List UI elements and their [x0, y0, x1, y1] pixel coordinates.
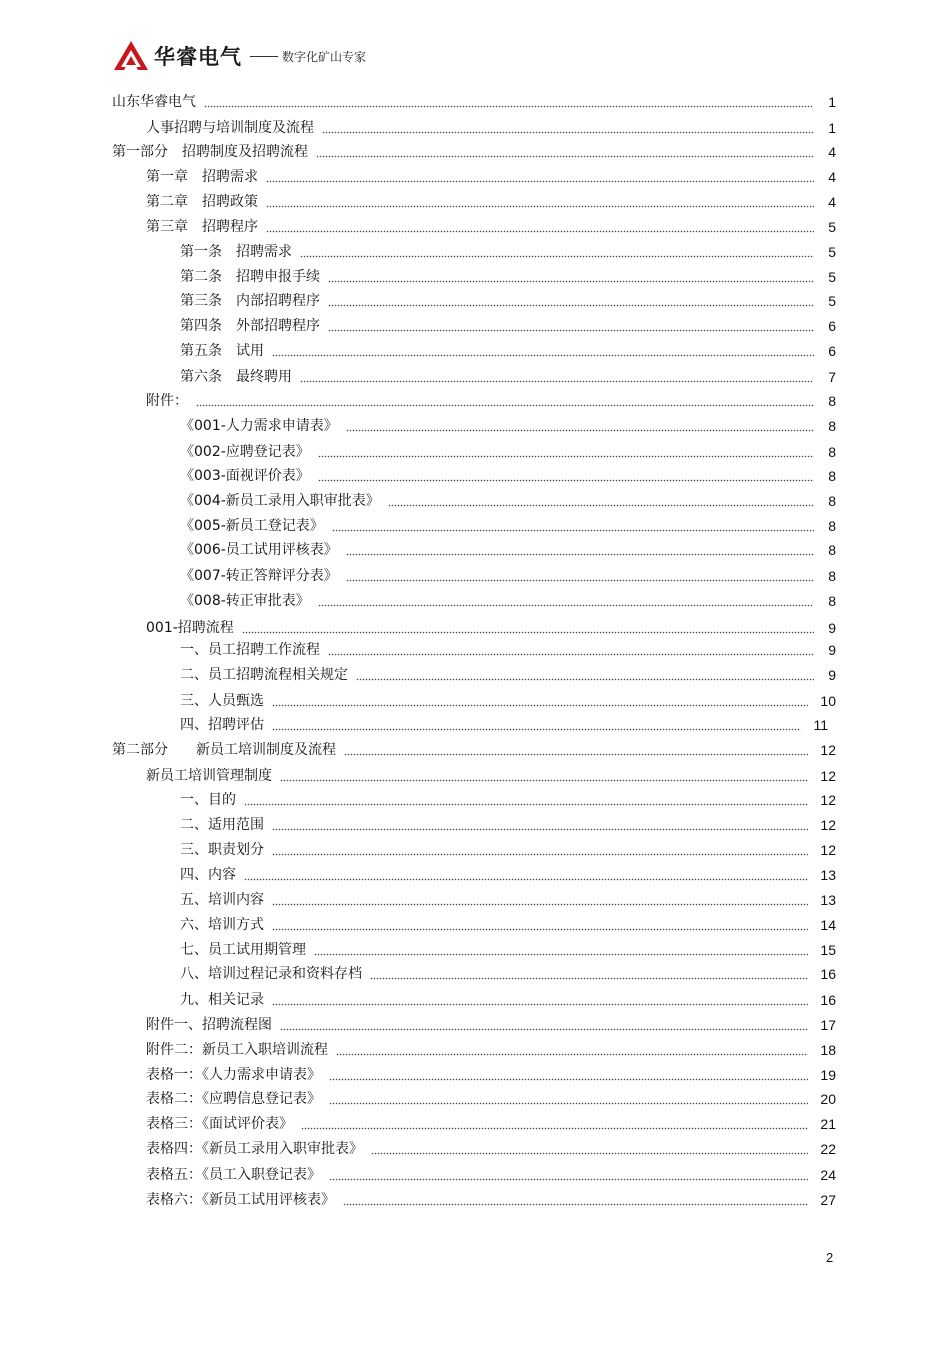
toc-entry-page: 16 — [820, 966, 836, 982]
toc-entry-page: 17 — [820, 1017, 836, 1033]
toc-dot-leader — [318, 479, 814, 482]
toc-dot-leader — [346, 579, 814, 582]
toc-entry-page: 1 — [828, 94, 836, 110]
toc-dot-leader — [266, 180, 814, 183]
toc-dot-leader — [318, 604, 814, 607]
toc-entry-label: 第一部分 招聘制度及招聘流程 — [112, 144, 308, 160]
toc-entry-label: 附件： — [146, 393, 188, 409]
toc-dot-leader — [272, 928, 808, 931]
toc-entry-label: 九、相关记录 — [180, 992, 264, 1008]
toc-entry[interactable] — [180, 241, 836, 263]
toc-entry[interactable] — [180, 714, 828, 736]
toc-dot-leader — [344, 753, 808, 756]
toc-entry[interactable] — [180, 939, 836, 961]
toc-entry-page: 11 — [813, 717, 828, 733]
toc-entry[interactable] — [180, 565, 836, 587]
toc-entry[interactable] — [146, 1189, 836, 1211]
toc-entry-page: 6 — [828, 318, 836, 334]
toc-entry-label: 表格五：《员工入职登记表》 — [146, 1167, 321, 1183]
brand-tagline: 数字化矿山专家 — [282, 49, 367, 64]
toc-entry-page: 8 — [828, 444, 836, 460]
toc-entry-label: 第二条 招聘申报手续 — [180, 269, 320, 285]
toc-entry-label: 三、职责划分 — [180, 842, 264, 858]
toc-entry[interactable] — [180, 690, 836, 712]
toc-dot-leader — [266, 205, 814, 208]
toc-entry-page: 5 — [828, 269, 836, 285]
toc-entry[interactable] — [146, 166, 836, 188]
toc-entry-page: 22 — [820, 1141, 836, 1157]
toc-entry[interactable] — [180, 889, 836, 911]
toc-entry[interactable] — [180, 340, 836, 362]
toc-dot-leader — [346, 429, 814, 432]
toc-entry-label: 附件一、招聘流程图 — [146, 1017, 272, 1033]
toc-entry[interactable] — [180, 664, 836, 686]
toc-entry[interactable] — [180, 989, 836, 1011]
toc-entry-page: 5 — [828, 293, 836, 309]
toc-entry[interactable] — [112, 141, 836, 163]
toc-entry-label: 《007-转正答辩评分表》 — [180, 568, 338, 584]
toc-entry-page: 12 — [820, 768, 836, 784]
toc-entry[interactable] — [146, 390, 836, 412]
toc-entry[interactable] — [180, 315, 836, 337]
toc-dot-leader — [314, 953, 808, 956]
toc-dot-leader — [272, 354, 814, 357]
toc-entry-page: 13 — [820, 867, 836, 883]
toc-dot-leader — [280, 1028, 808, 1031]
toc-entry[interactable] — [112, 739, 836, 761]
toc-dot-leader — [272, 903, 808, 906]
page-number: 2 — [826, 1250, 834, 1265]
toc-entry[interactable] — [146, 1064, 836, 1086]
toc-entry-label: 第三条 内部招聘程序 — [180, 293, 320, 309]
toc-dot-leader — [346, 553, 814, 556]
toc-entry-page: 4 — [828, 144, 836, 160]
toc-entry-page: 6 — [828, 343, 836, 359]
toc-entry-page: 8 — [828, 493, 836, 509]
toc-entry[interactable] — [146, 1039, 836, 1061]
toc-entry[interactable] — [112, 91, 836, 113]
toc-entry-label: 第四条 外部招聘程序 — [180, 318, 320, 334]
toc-entry[interactable] — [180, 864, 836, 886]
toc-dot-leader — [328, 329, 814, 332]
toc-entry[interactable] — [146, 1164, 836, 1186]
toc-dot-leader — [316, 155, 814, 158]
toc-entry[interactable] — [146, 117, 836, 139]
toc-entry-page: 14 — [820, 917, 836, 933]
toc-dot-leader — [196, 404, 814, 407]
toc-entry-page: 8 — [828, 568, 836, 584]
toc-dot-leader — [266, 230, 814, 233]
toc-entry[interactable] — [180, 839, 836, 861]
toc-dot-leader — [336, 1053, 808, 1056]
toc-entry-page: 24 — [820, 1167, 836, 1183]
toc-entry-label: 八、培训过程记录和资料存档 — [180, 966, 362, 982]
toc-entry-page: 12 — [820, 817, 836, 833]
toc-entry-label: 表格六：《新员工试用评核表》 — [146, 1192, 335, 1208]
toc-entry-page: 16 — [820, 992, 836, 1008]
toc-dot-leader — [328, 280, 814, 283]
toc-entry-label: 第二部分 新员工培训制度及流程 — [112, 742, 336, 758]
toc-entry-label: 附件二：新员工入职培训流程 — [146, 1042, 328, 1058]
toc-entry-page: 7 — [828, 369, 836, 385]
toc-entry-label: 表格一：《人力需求申请表》 — [146, 1067, 321, 1083]
toc-entry-label: 表格三：《面试评价表》 — [146, 1116, 293, 1132]
toc-entry-page: 13 — [820, 892, 836, 908]
toc-entry-page: 15 — [820, 942, 836, 958]
toc-entry[interactable] — [180, 789, 836, 811]
toc-entry-label: 山东华睿电气 — [112, 94, 196, 110]
toc-entry[interactable] — [180, 415, 836, 437]
toc-entry[interactable] — [180, 515, 836, 537]
toc-dot-leader — [204, 105, 814, 108]
toc-entry-label: 第三章 招聘程序 — [146, 219, 258, 235]
toc-entry-label: 一、目的 — [180, 792, 236, 808]
toc-dot-leader — [301, 1127, 808, 1130]
toc-entry-label: 七、员工试用期管理 — [180, 942, 306, 958]
toc-entry[interactable] — [180, 963, 836, 985]
toc-entry-label: 六、培训方式 — [180, 917, 264, 933]
toc-entry-label: 五、培训内容 — [180, 892, 264, 908]
toc-entry-page: 1 — [828, 120, 836, 136]
toc-dot-leader — [280, 779, 808, 782]
toc-entry-label: 第五条 试用 — [180, 343, 264, 359]
toc-entry-label: 《001-人力需求申请表》 — [180, 418, 338, 434]
toc-entry[interactable] — [180, 539, 836, 561]
toc-entry-page: 18 — [820, 1042, 836, 1058]
toc-dot-leader — [343, 1203, 808, 1206]
toc-entry-page: 9 — [828, 667, 836, 683]
toc-dot-leader — [388, 504, 814, 507]
toc-dot-leader — [272, 728, 801, 731]
toc-entry-label: 表格二：《应聘信息登记表》 — [146, 1091, 321, 1107]
toc-dot-leader — [272, 828, 808, 831]
toc-dot-leader — [329, 1178, 808, 1181]
toc-dot-leader — [318, 455, 814, 458]
toc-entry[interactable] — [180, 914, 836, 936]
toc-entry-page: 12 — [820, 842, 836, 858]
toc-entry-page: 8 — [828, 518, 836, 534]
toc-entry-page: 5 — [828, 219, 836, 235]
toc-entry-page: 8 — [828, 418, 836, 434]
toc-dot-leader — [242, 631, 814, 634]
toc-entry-page: 20 — [820, 1091, 836, 1107]
toc-entry[interactable] — [146, 765, 836, 787]
toc-entry[interactable] — [146, 191, 836, 213]
toc-entry-label: 二、员工招聘流程相关规定 — [180, 667, 348, 683]
toc-dot-leader — [329, 1102, 808, 1105]
toc-dot-leader — [300, 380, 814, 383]
toc-entry-page: 8 — [828, 542, 836, 558]
toc-entry-label: 《004-新员工录用入职审批表》 — [180, 493, 380, 509]
toc-dot-leader — [244, 803, 808, 806]
toc-dot-leader — [272, 853, 808, 856]
toc-entry-label: 三、人员甄选 — [180, 693, 264, 709]
toc-entry-page: 8 — [828, 393, 836, 409]
toc-entry-page: 5 — [828, 244, 836, 260]
toc-entry-label: 四、内容 — [180, 867, 236, 883]
toc-entry-label: 《003-面视评价表》 — [180, 468, 310, 484]
toc-entry-page: 8 — [828, 593, 836, 609]
toc-entry[interactable] — [180, 590, 836, 612]
toc-entry-label: 《008-转正审批表》 — [180, 593, 310, 609]
toc-entry-label: 第一条 招聘需求 — [180, 244, 292, 260]
toc-entry-page: 4 — [828, 194, 836, 210]
toc-dot-leader — [329, 1078, 808, 1081]
toc-entry[interactable] — [180, 441, 836, 463]
toc-dot-leader — [328, 304, 814, 307]
toc-entry[interactable] — [146, 1014, 836, 1036]
toc-dot-leader — [272, 1003, 808, 1006]
toc-entry[interactable] — [180, 814, 836, 836]
toc-dot-leader — [272, 704, 808, 707]
toc-entry-page: 4 — [828, 169, 836, 185]
toc-entry-label: 二、适用范围 — [180, 817, 264, 833]
toc-entry-label: 一、员工招聘工作流程 — [180, 642, 320, 658]
toc-entry-label: 表格四：《新员工录用入职审批表》 — [146, 1141, 363, 1157]
toc-entry-label: 第二章 招聘政策 — [146, 194, 258, 210]
toc-entry-label: 新员工培训管理制度 — [146, 768, 272, 784]
toc-entry[interactable] — [146, 1138, 836, 1160]
toc-entry[interactable] — [146, 216, 836, 238]
toc-dot-leader — [370, 977, 808, 980]
toc-dot-leader — [300, 255, 814, 258]
toc-entry-label: 第六条 最终聘用 — [180, 369, 292, 385]
toc-entry[interactable] — [180, 290, 836, 312]
toc-entry[interactable] — [180, 366, 836, 388]
toc-entry[interactable] — [146, 617, 836, 639]
toc-entry-page: 27 — [820, 1192, 836, 1208]
toc-entry[interactable] — [180, 639, 836, 661]
toc-entry-page: 10 — [820, 693, 836, 709]
toc-entry[interactable] — [180, 490, 836, 512]
toc-entry[interactable] — [146, 1088, 836, 1110]
toc-entry-page: 12 — [820, 742, 836, 758]
toc-entry-label: 四、招聘评估 — [180, 717, 264, 733]
toc-entry[interactable] — [146, 1113, 836, 1135]
toc-entry-label: 第一章 招聘需求 — [146, 169, 258, 185]
toc-entry-page: 8 — [828, 468, 836, 484]
toc-entry-page: 21 — [820, 1116, 836, 1132]
toc-entry-label: 人事招聘与培训制度及流程 — [146, 120, 314, 136]
toc-dot-leader — [322, 131, 814, 134]
toc-entry-page: 19 — [820, 1067, 836, 1083]
toc-dot-leader — [371, 1152, 808, 1155]
toc-dot-leader — [332, 529, 814, 532]
toc-entry-label: 《005-新员工登记表》 — [180, 518, 324, 534]
toc-dot-leader — [244, 878, 808, 881]
toc-entry-page: 12 — [820, 792, 836, 808]
toc-dot-leader — [328, 653, 814, 656]
toc-entry-page: 9 — [828, 620, 836, 636]
toc-entry[interactable] — [180, 465, 836, 487]
toc-entry-label: 001-招聘流程 — [146, 620, 234, 636]
toc-entry[interactable] — [180, 266, 836, 288]
brand-name: 华睿电气 — [154, 45, 242, 69]
toc-entry-page: 9 — [828, 642, 836, 658]
toc-dot-leader — [356, 678, 814, 681]
toc-entry-label: 《006-员工试用评核表》 — [180, 542, 338, 558]
toc-entry-label: 《002-应聘登记表》 — [180, 444, 310, 460]
